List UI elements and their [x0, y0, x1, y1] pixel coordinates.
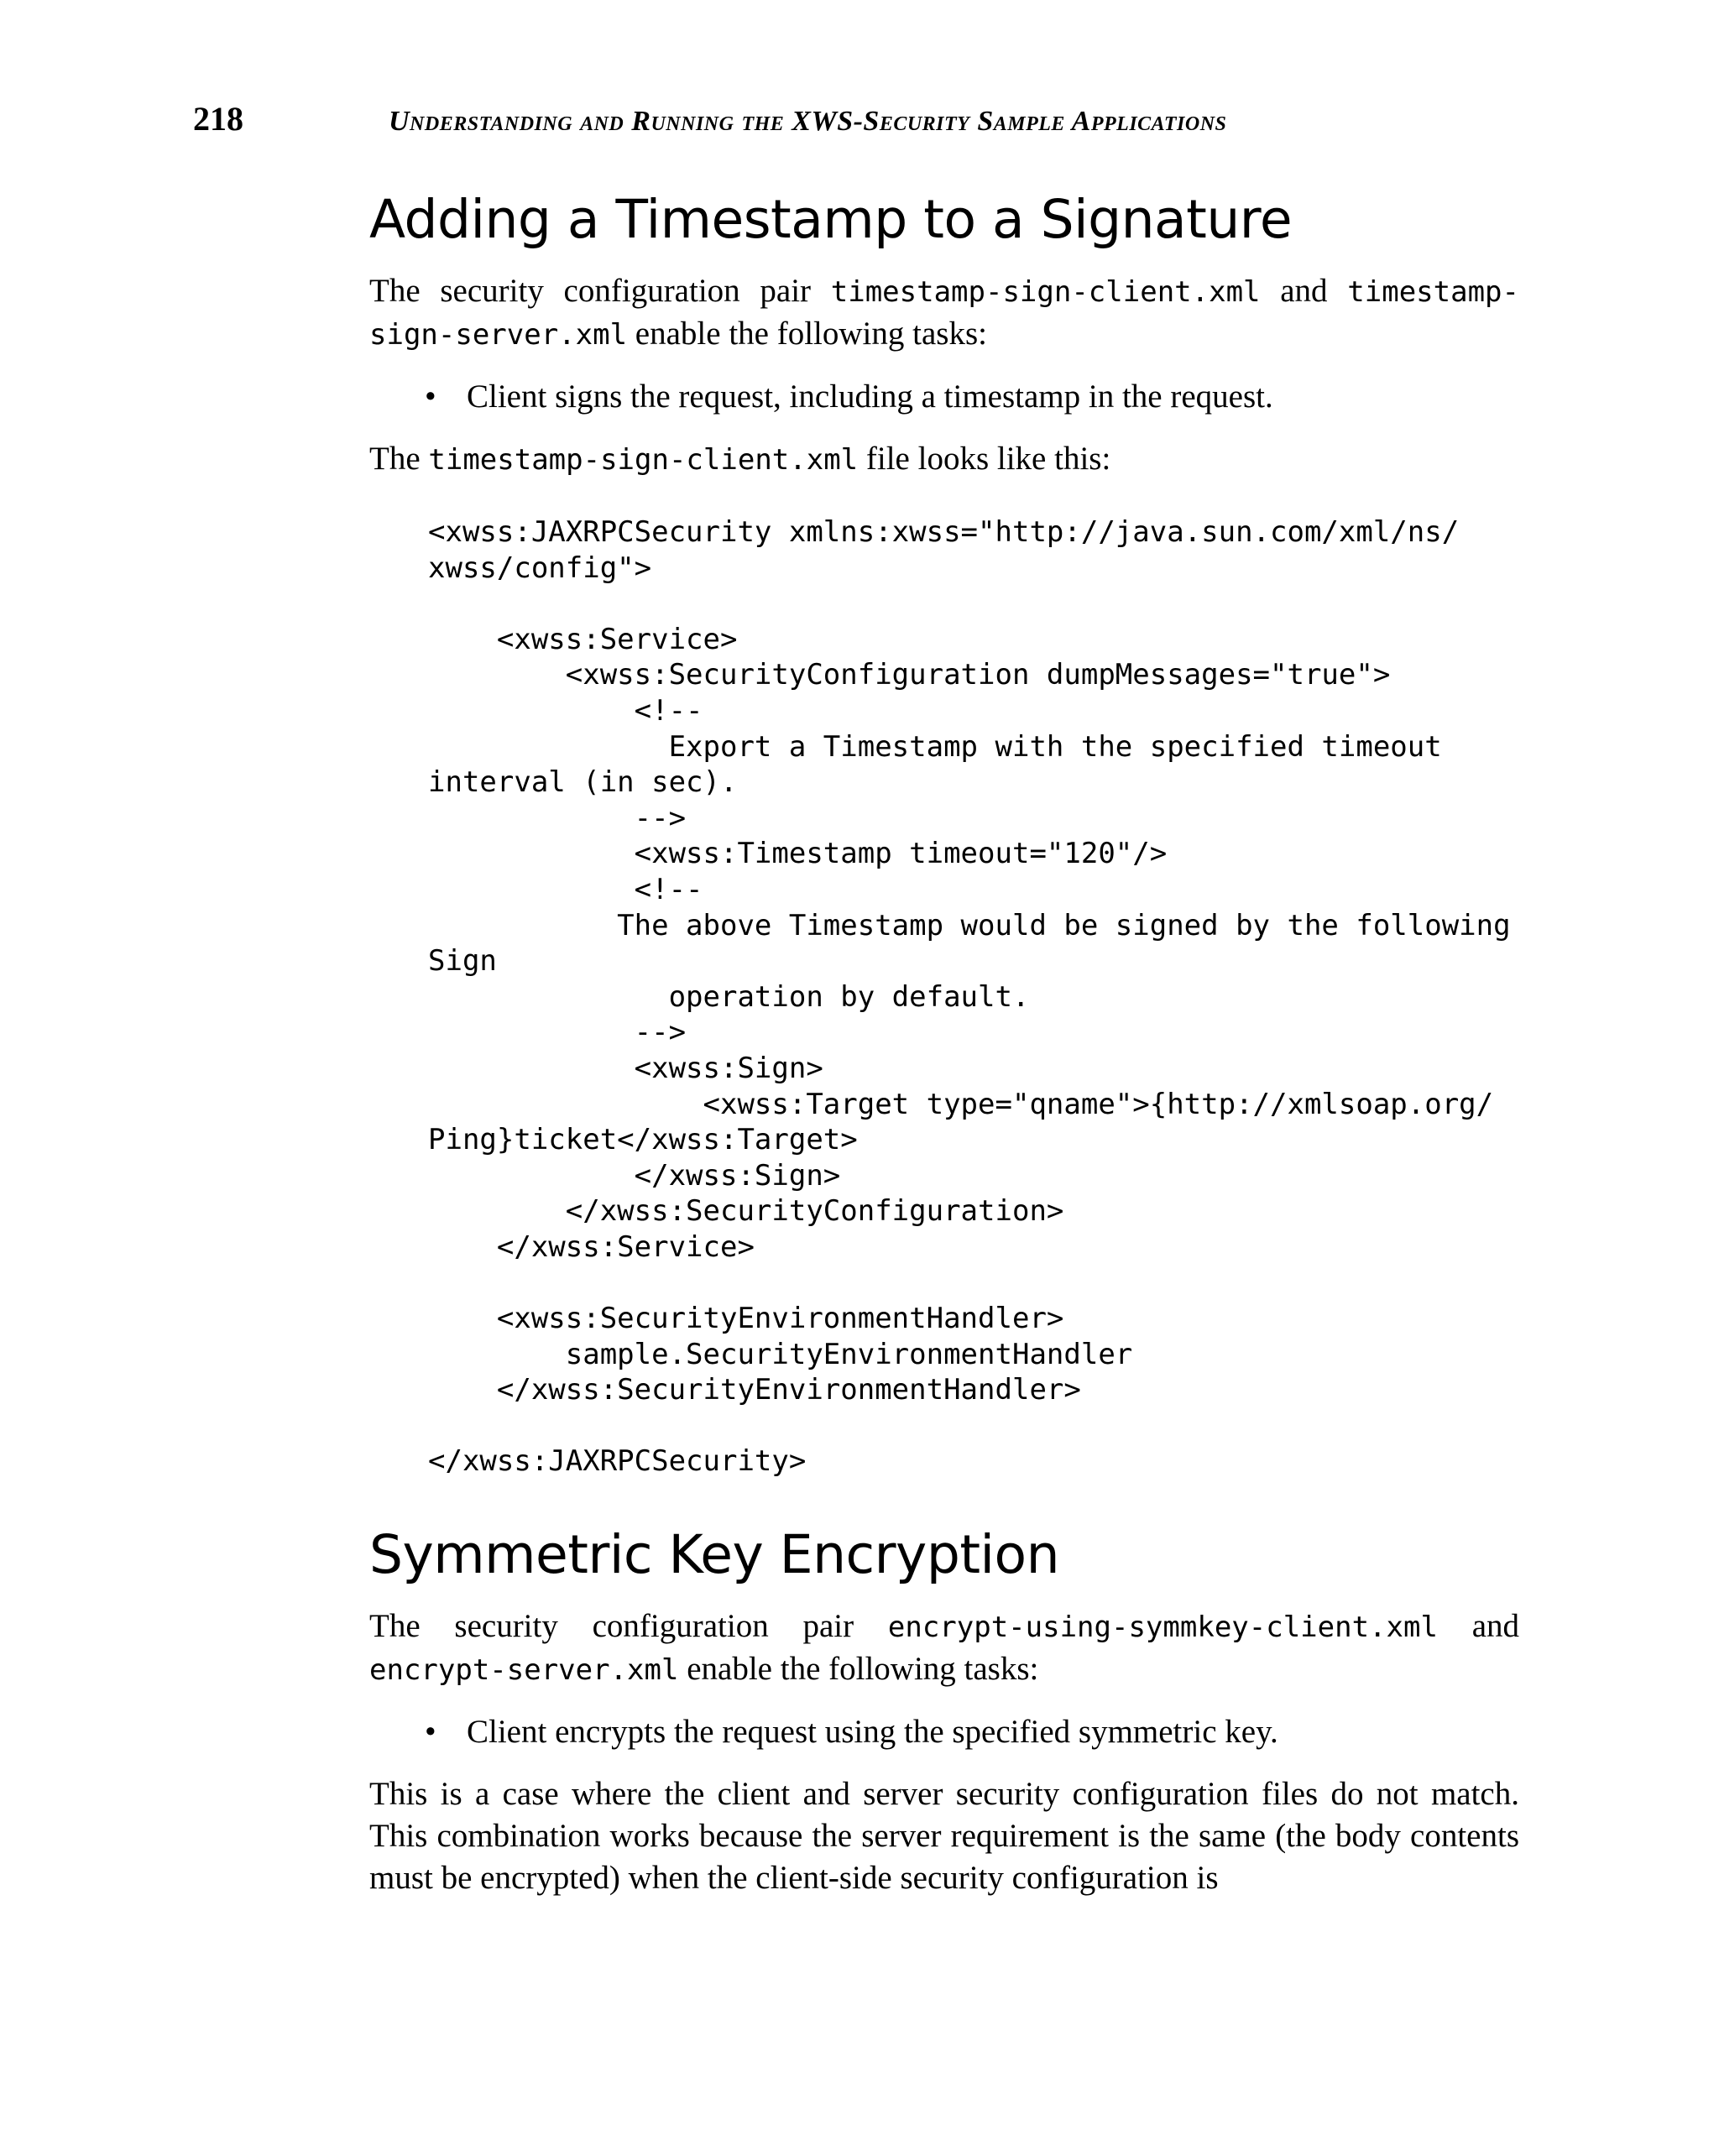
- running-title: Understanding and Running the XWS-Security Sample Applications: [389, 106, 1227, 137]
- text-segment: enable the following tasks:: [678, 1651, 1039, 1688]
- bullet-text: Client signs the request, including a timestamp in the request.: [467, 378, 1273, 415]
- text-segment: The: [369, 441, 429, 477]
- filename-encrypt-client: encrypt-using-symmkey-client.xml: [887, 1610, 1438, 1645]
- section2-intro: [369, 1605, 1519, 1691]
- page-header: [193, 99, 1519, 149]
- page-content: [369, 186, 1519, 1919]
- code-listing: <xwss:JAXRPCSecurity xmlns:xwss="http://java.sun.com/xml/ns/ xwss/config"> <xwss:Service> <xwss:SecurityConfiguration dumpMessages="true"> <!-- Export a Timestamp with the specified timeout interval (in sec). --> <xwss:Timestamp timeout="120"/> <!-- The above Timestamp would be signed by the following Sign operation by default. --> <xwss:Sign> <xwss:Target type="qname">{http://xmlsoap.org/ Ping}ticket</xwss:Target> </xwss:Sign> </xwss:SecurityConfiguration> </xwss:Service> <xwss:SecurityEnvironmentHandler> sample.SecurityEnvironmentHandler </xwss:SecurityEnvironmentHandler> </xwss:JAXRPCSecurity>: [428, 515, 1511, 1479]
- text-segment: and: [1260, 273, 1348, 309]
- section2-paragraph: This is a case where the client and server security configuration files do not match. This combination works because the server requirement is the same (the body contents must be encrypted) when the client-side security configuration is: [369, 1776, 1519, 1897]
- filename-timestamp-client: timestamp-sign-client.xml: [830, 275, 1261, 309]
- page-number: 218: [193, 100, 243, 138]
- bullet-item: [425, 1711, 1519, 1753]
- bullet-icon: •: [425, 1714, 436, 1751]
- text-segment: enable the following tasks:: [627, 316, 987, 352]
- filename-timestamp-client: timestamp-sign-client.xml: [428, 443, 859, 477]
- bullet-icon: •: [425, 378, 436, 415]
- filename-encrypt-server: encrypt-server.xml: [369, 1653, 679, 1688]
- text-segment: The security configuration pair: [369, 273, 831, 309]
- section1-intro: [369, 270, 1519, 356]
- text-segment: The security configuration pair: [369, 1608, 888, 1645]
- section-title-timestamp: Adding a Timestamp to a Signature: [369, 189, 1293, 250]
- bullet-text: Client encrypts the request using the specified symmetric key.: [467, 1714, 1278, 1751]
- section-title-symmetric: Symmetric Key Encryption: [369, 1524, 1060, 1586]
- bullet-item: [425, 376, 1519, 418]
- file-intro: [369, 438, 1519, 481]
- text-segment: and: [1437, 1608, 1519, 1645]
- text-segment: file looks like this:: [858, 441, 1111, 477]
- filename-timestamp-server: timestamp-sign-server.xml: [369, 275, 1519, 352]
